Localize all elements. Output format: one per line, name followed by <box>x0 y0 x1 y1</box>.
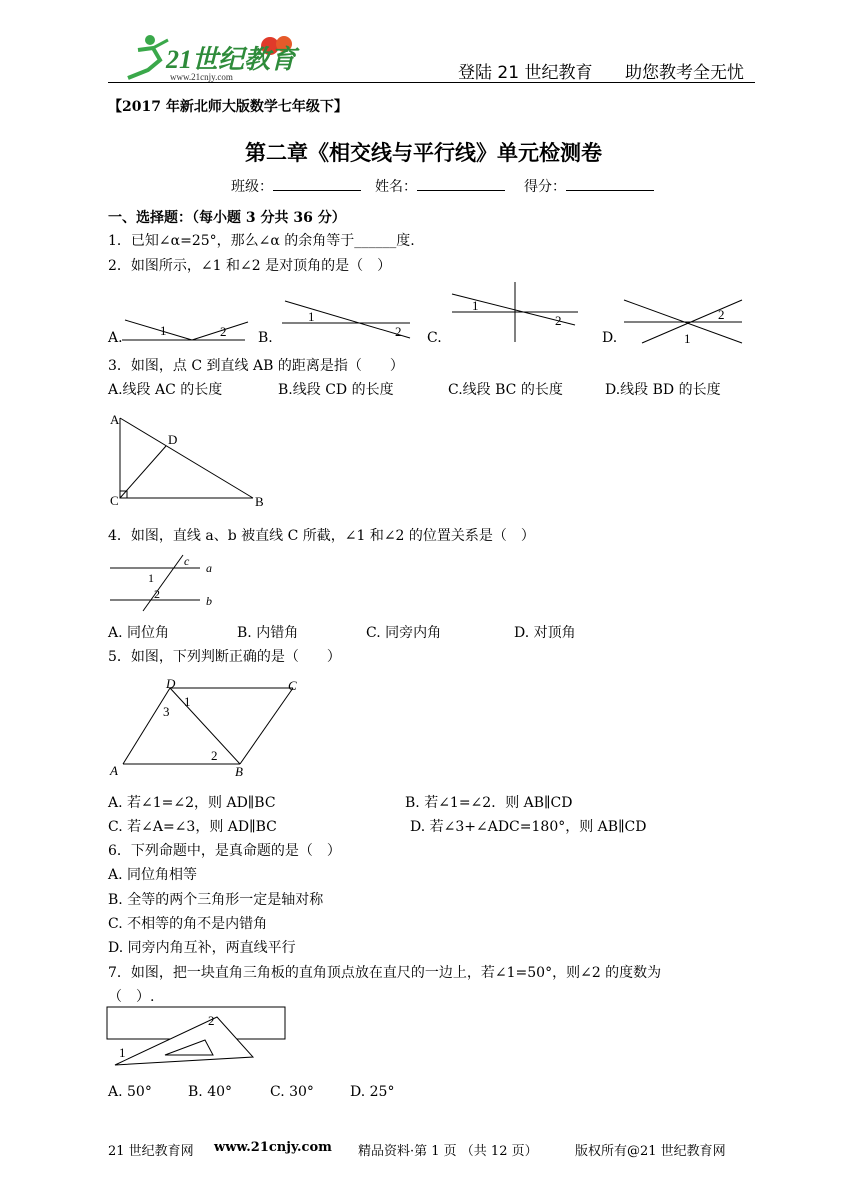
q3-option-c: C.线段 BC 的长度 <box>448 382 563 398</box>
score-field <box>524 176 654 196</box>
q7-option-a: A. 50° <box>108 1084 152 1100</box>
q3-option-b: B.线段 CD 的长度 <box>278 382 394 398</box>
header-rule <box>108 82 755 83</box>
svg-text:D: D <box>166 676 176 691</box>
q2-figure-c <box>450 280 580 345</box>
question-1: 1．已知∠α=25°，那么∠α 的余角等于______度. <box>108 233 415 249</box>
q5-option-b: B. 若∠1=∠2．则 AB∥CD <box>405 795 573 811</box>
question-4: 4．如图，直线 a、b 被直线 C 所截，∠1 和∠2 的位置关系是（ ） <box>108 528 535 544</box>
svg-text:2: 2 <box>555 313 562 328</box>
q2-figure-d <box>622 295 747 350</box>
q2-option-a: A. <box>108 330 123 346</box>
q4-option-c: C. 同旁内角 <box>366 625 442 641</box>
q7-option-d: D. 25° <box>350 1084 395 1100</box>
q7-ruler-triangle-figure <box>105 1005 290 1075</box>
logo-icon <box>108 30 308 85</box>
q4-parallel-figure <box>108 553 223 613</box>
q3-option-d: D.线段 BD 的长度 <box>605 382 721 398</box>
q7-option-b: B. 40° <box>188 1084 233 1100</box>
svg-text:b: b <box>206 594 212 608</box>
q5-option-a: A. 若∠1=∠2，则 AD∥BC <box>108 795 276 811</box>
svg-text:1: 1 <box>472 298 479 313</box>
name-label: 姓名： <box>375 179 417 195</box>
q2-figure-b <box>280 298 415 343</box>
question-7: 7．如图，把一块直角三角板的直角顶点放在直尺的一边上，若∠1=50°，则∠2 的度数为 <box>108 965 662 981</box>
svg-text:c: c <box>184 554 190 568</box>
q6-option-b: B. 全等的两个三角形一定是轴对称 <box>108 892 324 908</box>
q5-parallelogram-figure <box>108 676 308 781</box>
header-slogan-left: 登陆 21 世纪教育 <box>458 63 593 83</box>
svg-text:C: C <box>110 493 119 508</box>
svg-text:1: 1 <box>148 571 154 585</box>
svg-text:A: A <box>110 412 120 427</box>
footer-site: 21 世纪教育网 <box>108 1144 194 1159</box>
footer-url[interactable]: www.21cnjy.com <box>214 1140 332 1155</box>
q4-option-d: D. 对顶角 <box>514 625 576 641</box>
q5-option-c: C. 若∠A=∠3，则 AD∥BC <box>108 819 277 835</box>
svg-text:2: 2 <box>220 324 227 339</box>
q2-option-c: C. <box>427 330 442 346</box>
svg-text:2: 2 <box>154 587 160 601</box>
header-logo <box>108 30 308 85</box>
series-label: 【2017 年新北师大版数学七年级下】 <box>108 99 348 115</box>
svg-text:B: B <box>255 494 264 509</box>
class-field <box>231 176 361 196</box>
name-field <box>375 176 505 196</box>
svg-text:1: 1 <box>160 323 167 338</box>
section-heading: 一、选择题：（每小题 3 分共 36 分） <box>108 210 346 226</box>
logo-url: www.21cnjy.com <box>170 72 233 82</box>
page-title: 第二章《相交线与平行线》单元检测卷 <box>245 140 602 165</box>
svg-text:2: 2 <box>208 1013 215 1028</box>
question-2: 2．如图所示，∠1 和∠2 是对顶角的是（ ） <box>108 258 392 274</box>
svg-text:1: 1 <box>308 309 315 324</box>
footer-page-info: 精品资料·第 1 页 （共 12 页） <box>358 1144 538 1159</box>
class-label: 班级： <box>231 179 273 195</box>
svg-text:2: 2 <box>211 748 218 763</box>
q3-option-a: A.线段 AC 的长度 <box>108 382 223 398</box>
q2-option-d: D. <box>602 330 618 346</box>
svg-text:B: B <box>235 764 243 779</box>
question-3: 3．如图，点 C 到直线 AB 的距离是指（ ） <box>108 358 404 374</box>
q4-option-a: A. 同位角 <box>108 625 170 641</box>
q2-figure-a <box>120 300 250 345</box>
question-5: 5．如图，下列判断正确的是（ ） <box>108 649 341 665</box>
svg-text:1: 1 <box>184 694 191 709</box>
svg-text:A: A <box>110 763 118 778</box>
q6-option-a: A. 同位角相等 <box>108 867 198 883</box>
logo-text: 21世纪教育 <box>166 45 297 74</box>
q5-option-d: D. 若∠3+∠ADC=180°，则 AB∥CD <box>410 819 647 835</box>
q6-option-d: D. 同旁内角互补，两直线平行 <box>108 940 296 956</box>
svg-text:2: 2 <box>718 307 725 322</box>
q6-option-c: C. 不相等的角不是内错角 <box>108 916 268 932</box>
q2-option-b: B. <box>258 330 273 346</box>
header-slogan-right: 助您教考全无忧 <box>625 63 744 83</box>
footer-rights: 版权所有@21 世纪教育网 <box>575 1144 726 1159</box>
q4-option-b: B. 内错角 <box>237 625 299 641</box>
score-label: 得分： <box>524 179 566 195</box>
question-7-cont: （ ）. <box>108 989 155 1005</box>
svg-text:D: D <box>168 432 178 447</box>
svg-text:C: C <box>288 678 297 693</box>
question-6: 6．下列命题中，是真命题的是（ ） <box>108 843 341 859</box>
svg-text:a: a <box>206 561 212 575</box>
svg-text:2: 2 <box>395 324 402 339</box>
svg-text:3: 3 <box>163 704 170 719</box>
svg-text:1: 1 <box>119 1045 126 1060</box>
svg-text:1: 1 <box>684 331 691 346</box>
q7-option-c: C. 30° <box>270 1084 314 1100</box>
q3-triangle-figure <box>108 408 273 513</box>
